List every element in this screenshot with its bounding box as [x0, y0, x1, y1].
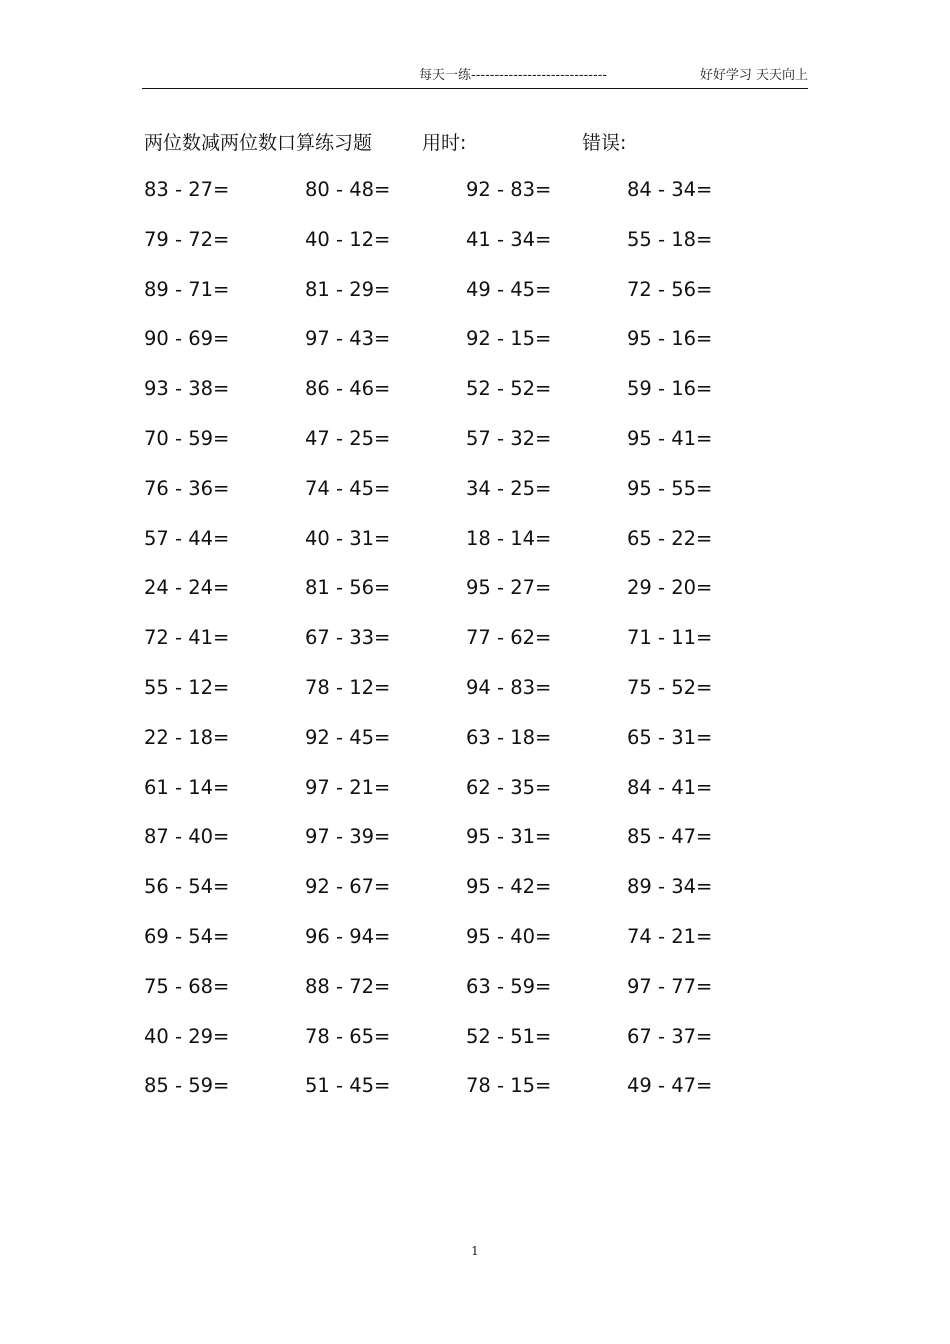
problem-item: 71 - 11= — [627, 626, 713, 650]
problem-item: 97 - 39= — [305, 825, 391, 849]
problem-item: 88 - 72= — [305, 974, 391, 998]
problem-item: 76 - 36= — [144, 476, 230, 500]
problem-item: 95 - 16= — [627, 327, 713, 351]
problem-item: 41 - 34= — [466, 227, 552, 251]
problem-item: 97 - 77= — [627, 974, 713, 998]
problem-item: 40 - 31= — [305, 526, 391, 550]
problem-item: 70 - 59= — [144, 426, 230, 450]
problem-item: 89 - 34= — [627, 875, 713, 899]
problem-item: 95 - 55= — [627, 476, 713, 500]
problem-item: 74 - 45= — [305, 476, 391, 500]
errors-label: 错误: — [582, 132, 627, 154]
problem-item: 80 - 48= — [305, 178, 391, 201]
problem-item: 95 - 31= — [466, 825, 552, 849]
page-number: 1 — [471, 1244, 479, 1258]
worksheet-title: 两位数减两位数口算练习题 — [144, 132, 373, 154]
problem-item: 52 - 51= — [466, 1024, 552, 1048]
problem-item: 55 - 12= — [144, 675, 230, 699]
problem-item: 90 - 69= — [144, 327, 230, 351]
problem-item: 92 - 15= — [466, 327, 552, 351]
problem-item: 95 - 27= — [466, 576, 552, 600]
problem-item: 93 - 38= — [144, 377, 230, 401]
page-header — [142, 64, 808, 86]
problem-item: 51 - 45= — [305, 1074, 391, 1098]
problem-item: 63 - 18= — [466, 725, 552, 749]
problem-item: 29 - 20= — [627, 576, 713, 600]
problem-item: 95 - 41= — [627, 426, 713, 450]
problem-item: 97 - 21= — [305, 775, 391, 799]
header-left-text: 每天一练----------------------------- — [419, 68, 608, 83]
problem-item: 81 - 29= — [305, 277, 391, 301]
header-divider — [142, 88, 808, 89]
problem-item: 74 - 21= — [627, 924, 713, 948]
problem-item: 63 - 59= — [466, 974, 552, 998]
problem-item: 49 - 47= — [627, 1074, 713, 1098]
problem-item: 92 - 45= — [305, 725, 391, 749]
problem-item: 87 - 40= — [144, 825, 230, 849]
worksheet-title-row — [0, 128, 950, 158]
problem-item: 89 - 71= — [144, 277, 230, 301]
problem-item: 78 - 15= — [466, 1074, 552, 1098]
problem-item: 85 - 47= — [627, 825, 713, 849]
problem-item: 79 - 72= — [144, 227, 230, 251]
header-right-text: 好好学习 天天向上 — [699, 68, 808, 83]
problem-item: 95 - 40= — [466, 924, 552, 948]
problem-item: 67 - 37= — [627, 1024, 713, 1048]
problem-item: 75 - 52= — [627, 675, 713, 699]
problem-item: 34 - 25= — [466, 476, 552, 500]
problem-item: 86 - 46= — [305, 377, 391, 401]
time-label: 用时: — [422, 132, 467, 154]
problem-item: 47 - 25= — [305, 426, 391, 450]
problem-item: 65 - 22= — [627, 526, 713, 550]
problem-item: 52 - 52= — [466, 377, 552, 401]
problem-item: 18 - 14= — [466, 526, 552, 550]
problem-item: 67 - 33= — [305, 626, 391, 650]
problem-item: 55 - 18= — [627, 227, 713, 251]
problem-item: 78 - 65= — [305, 1024, 391, 1048]
problem-item: 59 - 16= — [627, 377, 713, 401]
problem-item: 94 - 83= — [466, 675, 552, 699]
problem-item: 83 - 27= — [144, 178, 230, 201]
problem-item: 95 - 42= — [466, 875, 552, 899]
problem-item: 40 - 29= — [144, 1024, 230, 1048]
problem-item: 62 - 35= — [466, 775, 552, 799]
problem-item: 77 - 62= — [466, 626, 552, 650]
problem-item: 61 - 14= — [144, 775, 230, 799]
problem-item: 92 - 67= — [305, 875, 391, 899]
problem-item: 84 - 34= — [627, 178, 713, 201]
problem-grid — [144, 176, 784, 1122]
problem-item: 57 - 32= — [466, 426, 552, 450]
problem-item: 24 - 24= — [144, 576, 230, 600]
problem-item: 92 - 83= — [466, 178, 552, 201]
problem-item: 78 - 12= — [305, 675, 391, 699]
problem-item: 65 - 31= — [627, 725, 713, 749]
problem-item: 56 - 54= — [144, 875, 230, 899]
problem-item: 97 - 43= — [305, 327, 391, 351]
problem-item: 72 - 41= — [144, 626, 230, 650]
problem-item: 40 - 12= — [305, 227, 391, 251]
problem-item: 96 - 94= — [305, 924, 391, 948]
problem-item: 81 - 56= — [305, 576, 391, 600]
problem-item: 85 - 59= — [144, 1074, 230, 1098]
problem-item: 75 - 68= — [144, 974, 230, 998]
problem-item: 57 - 44= — [144, 526, 230, 550]
problem-item: 84 - 41= — [627, 775, 713, 799]
problem-item: 49 - 45= — [466, 277, 552, 301]
problem-item: 72 - 56= — [627, 277, 713, 301]
problem-item: 69 - 54= — [144, 924, 230, 948]
problem-item: 22 - 18= — [144, 725, 230, 749]
